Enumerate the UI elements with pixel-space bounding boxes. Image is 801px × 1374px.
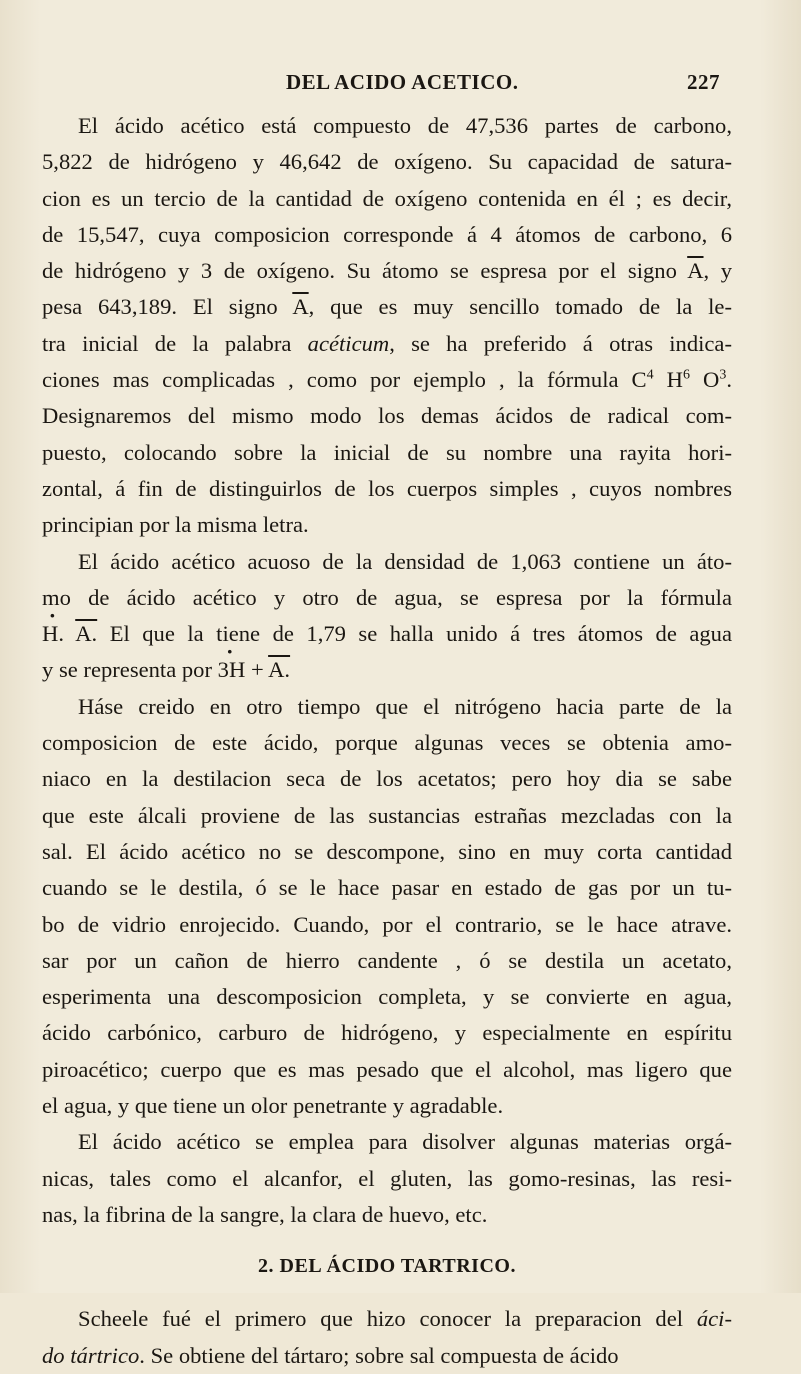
header-title: DEL ACIDO ACETICO. [286,70,519,94]
symbol-a-bar: $\overline{A}$ [687,258,704,284]
page-number: 227 [687,70,720,94]
text-line: de 15,547, cuya composicion corresponde á 4 átomos de carbono, 6 [42,221,732,247]
section-heading: 2. DEL ÁCIDO TARTRICO. [258,1255,516,1278]
text-line: pesa 643,189. El signo $\overline{A}$, que es muy sencillo tomado de la le- [42,294,732,320]
text-line: tra inicial de la palabra acéticum, se ha preferido á otras indica- [42,330,732,356]
text-line: puesto, colocando sobre la inicial de su nombre una rayita hori- [42,439,732,465]
text-line: principian por la misma letra. [42,512,309,538]
text-line: zontal, á fin de distinguirlos de los cuerpos simples , cuyos nombres [42,475,732,501]
text-line: sar por un cañon de hierro candente , ó se destila un acetato, [42,947,732,973]
text-line: el agua, y que tiene un olor penetrante y agradable. [42,1093,504,1119]
symbol-a-bar: A. [75,621,98,647]
text-line: composicion de este ácido, porque algunas veces se obtenia amo- [42,730,732,756]
text-line: ciones mas complicadas , como por ejemplo , la fórmula $C^4$ $H^6$ $O^3$. [42,367,732,393]
text-line: de hidrógeno y 3 de oxígeno. Su átomo se espresa por el signo $\overline{A}$, y [42,258,733,284]
text-line: Designaremos del mismo modo los demas ácidos de radical com- [42,403,732,429]
text-line: cuando se le destila, ó se le hace pasar en estado de gas por un tu- [42,875,732,901]
symbol-a-bar: $\overline{A}$ [292,294,309,320]
text-line: El ácido acético acuoso de la densidad de 1,063 contiene un áto- [78,548,732,574]
italic-term: acéticum [307,330,390,356]
running-header [268,70,720,110]
body-text [42,108,732,1374]
text-line: niaco en la destilacion seca de los acetatos; pero hoy dia se sabe [42,766,732,792]
text-line: nas, la fibrina de la sangre, la clara de huevo, etc. [42,1201,488,1227]
text-line: Scheele fué el primero que hizo conocer la preparacion del áci- [78,1306,732,1332]
text-line: · H. A. El que la tiene de 1,79 se halla unido á tres átomos de agua [42,616,732,652]
text-line: esperimenta una descomposicion completa, y se convierte en agua, [42,984,732,1010]
text-line: sal. El ácido acético no se descompone, sino en muy corta cantidad [42,838,732,864]
text-line: El ácido acético se emplea para disolver algunas materias orgá- [78,1129,732,1155]
text-line: bo de vidrio enrojecido. Cuando, por el contrario, se le hace atrave. [42,911,732,937]
text-line: y se representa por · 3H + A. [42,652,732,688]
text-line: ácido carbónico, carburo de hidrógeno, y especialmente en espíritu [42,1020,732,1046]
text-line: cion es un tercio de la cantidad de oxígeno contenida en él ; es decir, [42,185,732,211]
formula-h-dot: · H. [42,616,64,652]
text-line: do tártrico. Se obtiene del tártaro; sobre sal compuesta de ácido [42,1342,619,1368]
text-line: 5,822 de hidrógeno y 46,642 de oxígeno. Su capacidad de satura- [42,149,732,175]
text-line: que este álcali proviene de las sustancias estrañas mezcladas con la [42,802,732,828]
text-line: nicas, tales como el alcanfor, el gluten, las gomo-resinas, las resi- [42,1165,732,1191]
text-line: El ácido acético está compuesto de 47,536 partes de carbono, [78,113,732,138]
text-line: piroacético; cuerpo que es mas pesado que el alcohol, mas ligero que [42,1056,732,1082]
text-line: Háse creido en otro tiempo que el nitrógeno hacia parte de la [78,693,732,719]
text-line: mo de ácido acético y otro de agua, se espresa por la fórmula [42,584,732,610]
